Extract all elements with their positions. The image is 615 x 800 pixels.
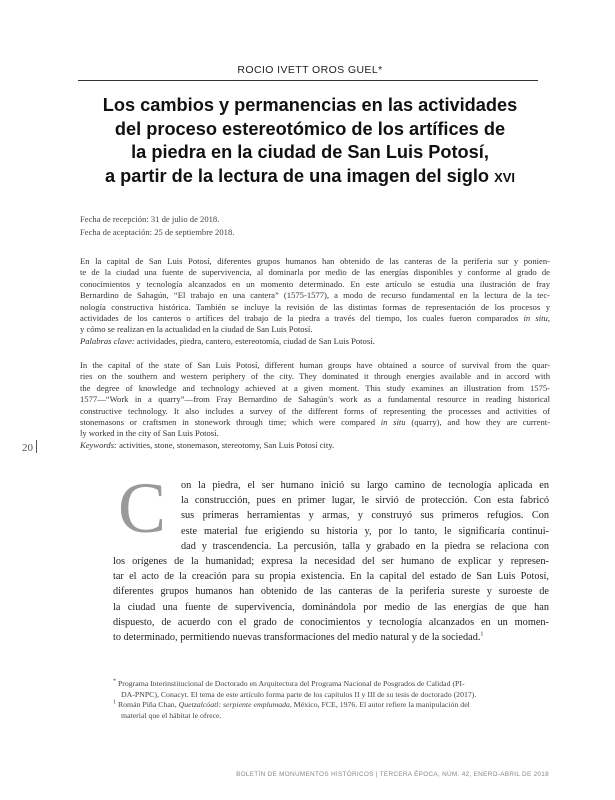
page-number-bar	[36, 440, 37, 453]
title-line: del proceso estereotómico de los artífices de	[114, 118, 506, 139]
page-number	[22, 440, 37, 454]
abstract-english	[80, 360, 550, 451]
abstract-line: y cómo se realizan en la actualidad en la ciudad de San Luis Potosí.	[80, 324, 313, 335]
abstract-line: nología constructiva histórica. También se incluye la revisión de las distintas formas de representación de los procesos y	[80, 301, 550, 312]
body-line: on la piedra, el ser humano inició su largo camino de tecnología aplicada en	[181, 480, 549, 491]
keywords-line	[80, 440, 550, 451]
abstract-line-text: actividades de los canteros o artífices del trabajo de la piedra a través del tiempo, los cuales fueron comparados	[80, 313, 519, 324]
title-line-text: a partir de la lectura de una imagen del siglo	[104, 165, 490, 186]
abstract-spanish	[80, 256, 550, 347]
body-line: diferentes grupos humanos han obtenido de las canteras de la periferia sureste y suroeste de	[113, 586, 549, 598]
submission-dates	[80, 213, 550, 239]
abstract-line: the degree of knowledge and technology achieved at a given moment. This study examines an illustration from 1575-	[80, 382, 550, 393]
abstract-line: 1577—“Work in a quarry”—from Fray Bernardino de Sahagún’s work as a fundamental resource in reading historical	[80, 394, 550, 405]
body-line: la ciudad una fuente de supervivencia, dominándola por medio de las energías de que han	[113, 601, 549, 613]
abstract-line: En la capital de San Luis Potosí, diferentes grupos humanos han obtenido de las canteras de la periferia sur y ponien-	[80, 256, 550, 266]
body-line: la construcción, pues en primer lugar, le sirvió de protección. Con esta fabricó	[181, 495, 549, 507]
abstract-line-text: stonemasons or craftsmen in stonework through time; which were compared	[80, 417, 376, 428]
body-line: los orígenes de la humanidad; expresa la necesidad del ser humano de explicar y represen-	[113, 556, 549, 568]
footnote-author	[113, 679, 549, 690]
article-title	[60, 94, 560, 189]
keywords-label: Keywords:	[80, 439, 117, 450]
body-line: sus primeras herramientas y armas, y construyó sus primeros refugios. Con	[181, 510, 549, 522]
footnote-ref[interactable]: 1	[480, 631, 484, 638]
title-century: XVI	[494, 169, 516, 185]
body-line	[113, 630, 549, 645]
title-line: la piedra en la ciudad de San Luis Potosí,	[131, 142, 489, 162]
footnotes	[113, 679, 549, 721]
footnote-text: , México, FCE, 1976. El autor refiere la manipulación del	[289, 700, 470, 710]
abstract-line: te de la ciudad una fuente de supervivencia, al dominarla por medio de las energías disponibles y conforme al grado de	[80, 267, 550, 278]
body-line: dispuesto, de acuerdo con el grado de conocimientos y tecnología alcanzados en un momen-	[113, 616, 549, 628]
footnote-mark: 1	[113, 699, 116, 706]
abstract-line: constructive technology. It also includes a survey of the different forms of representing the processes and activities of	[80, 405, 550, 416]
abstract-line: ries on the southern and western periphery of the city. They dominated it through energies available and in accord with	[80, 371, 550, 382]
drop-cap: C	[118, 468, 167, 548]
body-line: dad y trascendencia. La percusión, talla y grabado en la piedra se relaciona con	[181, 540, 549, 552]
footnote-1	[113, 700, 549, 711]
keywords-text: activities, stone, stonemason, stereotomy, San Luis Potosí city.	[116, 439, 335, 450]
keywords-label: Palabras clave:	[80, 335, 135, 346]
abstract-line: In the capital of the state of San Luis Potosí, different human groups have obtained a source of survival from the quar-	[80, 360, 550, 370]
abstract-line	[80, 417, 550, 428]
page-number-text: 20	[22, 442, 33, 454]
abstract-line: Bernardino de Sahagún, “El trabajo en una cantera” (1575-1577), a modo de recurso fundamental en la lectura de la tec-	[80, 290, 550, 301]
in-situ-italic: in situ,	[523, 313, 550, 324]
footnote-mark: *	[113, 678, 116, 685]
abstract-line: conocimientos y tecnología alcanzados en un momento determinado. En este artículo se estudia una ilustración de fray	[80, 278, 550, 289]
abstract-line-text: (quarry), and how they are current-	[411, 417, 550, 428]
keywords-line	[80, 336, 550, 347]
author-name: ROCIO IVETT OROS GUEL*	[237, 64, 383, 76]
abstract-line: ly worked in the city of San Luis Potosí.	[80, 428, 219, 439]
title-line	[60, 165, 560, 190]
abstract-line	[80, 313, 550, 324]
footnote-book-title: Quetzalcóatl: serpiente emplumada	[178, 700, 290, 710]
footnote-text: Román Piña Chan,	[116, 700, 179, 710]
journal-footer: BOLETÍN DE MONUMENTOS HISTÓRICOS | TERCERA ÉPOCA, NÚM. 42, ENERO-ABRIL DE 2018	[236, 771, 549, 778]
footnote-text: material que el hábitat le ofrece.	[121, 710, 222, 720]
footnote-text: DA-PNPC), Conacyt. El tema de este artículo forma parte de los capítulos II y III de su tesis de doctorado (2017).	[121, 689, 477, 699]
body-paragraph	[113, 478, 549, 645]
header-rule	[78, 80, 538, 81]
body-line: este material fue erigiendo su historia y, por lo tanto, le significaría continui-	[181, 525, 549, 537]
keywords-text: actividades, piedra, cantero, estereotomía, ciudad de San Luis Potosí.	[134, 335, 375, 346]
received-date: Fecha de recepción: 31 de julio de 2018.	[80, 214, 220, 224]
title-line: Los cambios y permanencias en las actividades	[102, 95, 518, 115]
body-line-text: to determinado, permitiendo nuevas transformaciones del medio natural y de la sociedad.	[113, 632, 481, 644]
footnote-text: Programa Interinstitucional de Doctorado en Arquitectura del Programa Nacional de Posgrados de Calidad (PI-	[116, 679, 465, 688]
in-situ-italic: in situ	[380, 417, 406, 428]
body-line: tar el acto de la creación para su propia existencia. En la capital del estado de San Luis Potosí,	[113, 571, 549, 583]
accepted-date: Fecha de aceptación: 25 de septiembre 2018.	[80, 227, 235, 237]
